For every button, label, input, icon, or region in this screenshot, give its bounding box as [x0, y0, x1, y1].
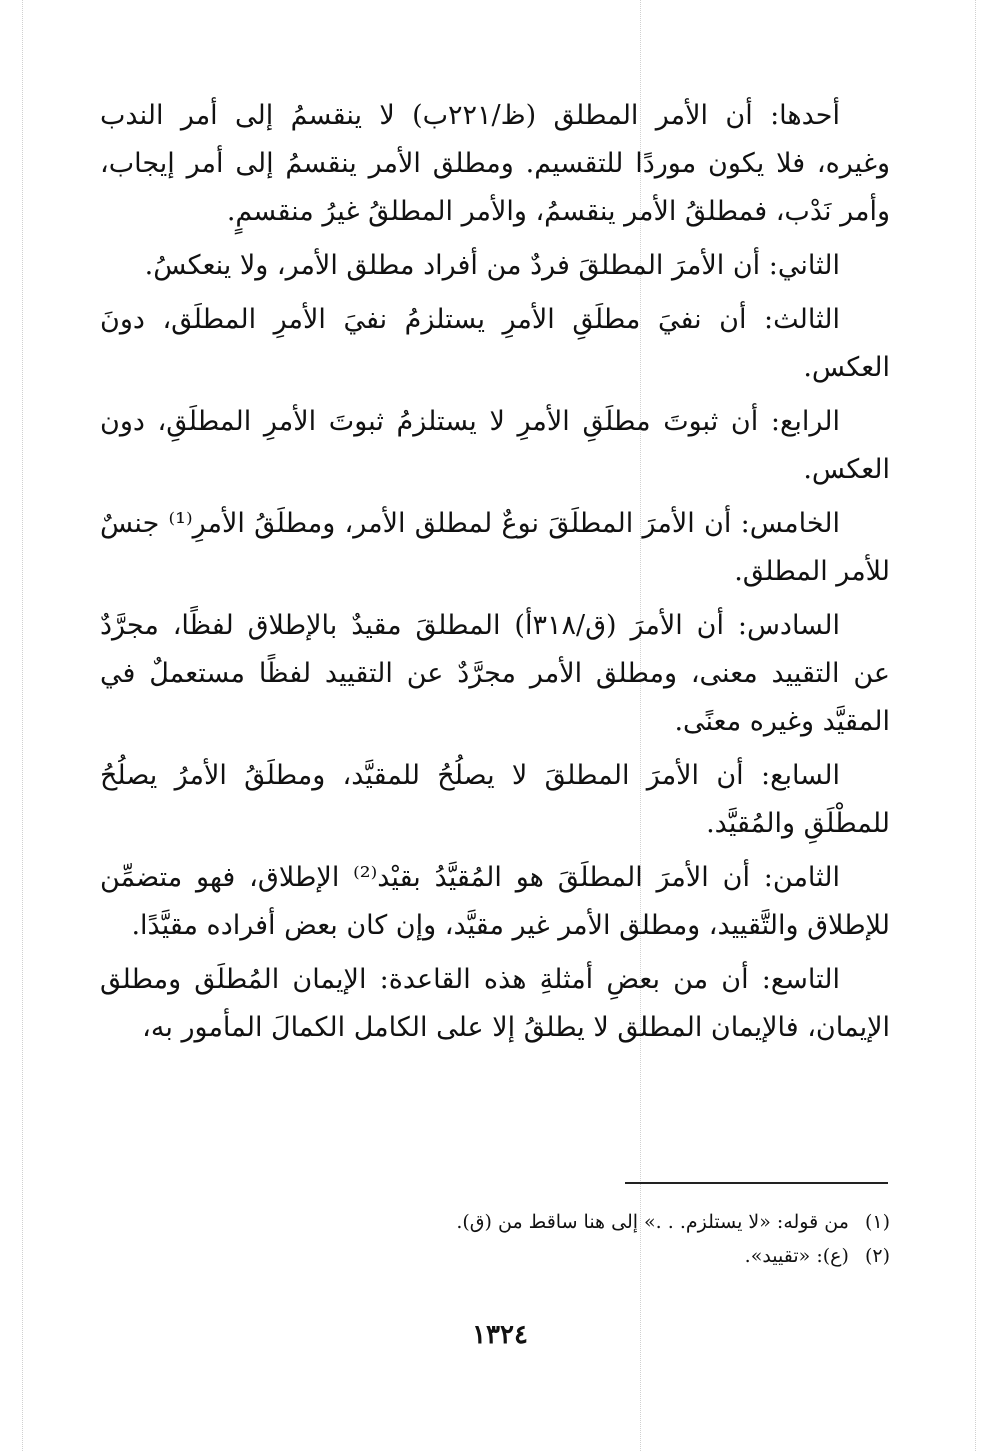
- footnote-divider: [625, 1182, 888, 1184]
- footnotes: [300, 1205, 890, 1273]
- footnote-1: [300, 1205, 890, 1239]
- page-number: ١٣٢٤: [472, 1320, 528, 1350]
- paragraph-fifth: الخامس: أن الأمرَ المطلَقَ نوعٌ لمطلق الأمر، ومطلَقُ الأمرِ⁽¹⁾ جنسٌ للأمر المطلق.: [100, 508, 890, 587]
- paragraph-eighth: الثامن: أن الأمرَ المطلَقَ هو المُقيَّدُ بقيْد⁽²⁾ الإطلاق، فهو متضمِّن للإطلاق والتَّقييد، ومطلق الأمر غير مقيَّد، وإن كان بعض أفراده مقيَّدًا.: [100, 862, 890, 941]
- paragraph-third: الثالث: أن نفيَ مطلَقِ الأمرِ يستلزمُ نفيَ الأمرِ المطلَق، دونَ العكس.: [100, 304, 890, 383]
- paragraph-seventh: السابع: أن الأمرَ المطلقَ لا يصلُحُ للمقيَّد، ومطلَقُ الأمرُ يصلُحُ للمطْلَقِ والمُقيَّد.: [100, 760, 890, 839]
- footnote-text: من قوله: «لا يستلزم. . .» إلى هنا ساقط من (ق).: [456, 1211, 849, 1233]
- scan-guide-right: [975, 0, 976, 1451]
- footnote-2: [300, 1239, 890, 1273]
- paragraph-second: الثاني: أن الأمرَ المطلقَ فردٌ من أفراد مطلق الأمر، ولا ينعكسُ.: [144, 250, 840, 281]
- paragraph-sixth: السادس: أن الأمرَ (ق/٣١٨أ) المطلقَ مقيدٌ بالإطلاق لفظًا، مجرَّدٌ عن التقييد معنى، ومطلق الأمر مجرَّدٌ عن التقييد لفظًا مستعملٌ في المقيَّد وغيره معنًى.: [100, 610, 890, 737]
- paragraph-first: أحدها: أن الأمر المطلق (ظ/٢٢١ب) لا ينقسمُ إلى أمر الندب وغيره، فلا يكون موردًا للتقسيم. ومطلق الأمر ينقسمُ إلى أمر إيجاب، وأمر نَدْب، فمطلقُ الأمر ينقسمُ، والأمر المطلقُ غيرُ منقسمٍ.: [100, 100, 890, 227]
- footnote-number: (١): [864, 1211, 890, 1233]
- footnote-text: (ع): «تقييد».: [744, 1245, 849, 1267]
- body-text: [100, 92, 890, 1056]
- scan-guide-left: [22, 0, 23, 1451]
- paragraph-ninth: التاسع: أن من بعضِ أمثلةِ هذه القاعدة: الإيمان المُطلَق ومطلق الإيمان، فالإيمان المطلق لا يطلقُ إلا على الكامل الكمالَ المأمور به،: [100, 964, 890, 1043]
- footnote-number: (٢): [864, 1245, 890, 1267]
- paragraph-fourth: الرابع: أن ثبوتَ مطلَقِ الأمرِ لا يستلزمُ ثبوتَ الأمرِ المطلَقِ، دون العكس.: [100, 406, 890, 485]
